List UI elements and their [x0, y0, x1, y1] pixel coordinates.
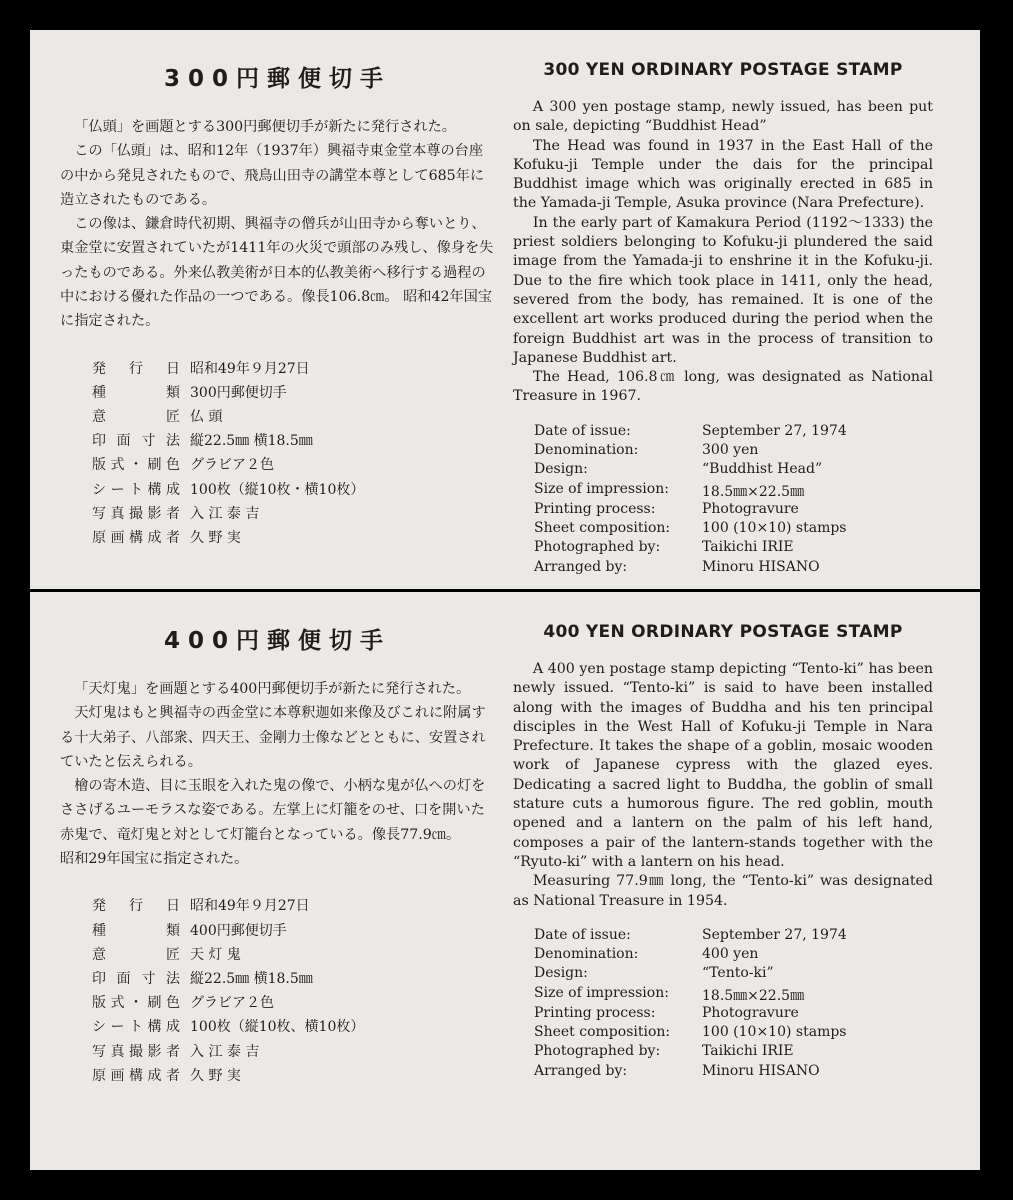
- spec-row: [92, 382, 364, 406]
- spec-value: September 27, 1974: [702, 926, 847, 943]
- japanese-spec-table: [92, 358, 364, 552]
- japanese-description: [60, 677, 495, 871]
- spec-value: Photogravure: [702, 1004, 799, 1021]
- spec-label: Sheet composition:: [534, 1024, 671, 1041]
- spec-row: [534, 1063, 847, 1082]
- spec-label: 意匠: [92, 409, 180, 426]
- spec-row: [92, 1065, 364, 1089]
- spec-row: [534, 423, 847, 442]
- spec-label: 意匠: [92, 946, 180, 963]
- spec-value: 300円郵便切手: [190, 384, 287, 401]
- japanese-title: 400円郵便切手: [163, 628, 391, 654]
- spec-label: 原画構成者: [92, 1067, 180, 1084]
- spec-label: 印面寸法: [92, 970, 180, 987]
- spec-label: Arranged by:: [534, 1062, 628, 1079]
- spec-value: 18.5㎜×22.5㎜: [702, 483, 805, 500]
- spec-label: Design:: [534, 461, 588, 478]
- spec-row: [92, 527, 364, 551]
- spec-value: 100 (10×10) stamps: [702, 519, 847, 536]
- spec-value: 100 (10×10) stamps: [702, 1024, 847, 1041]
- japanese-paragraph: 「天灯鬼」を画題とする400円郵便切手が新たに発行された。: [74, 681, 471, 697]
- spec-row: [534, 927, 847, 946]
- spec-value: September 27, 1974: [702, 422, 847, 439]
- spec-value: “Buddhist Head”: [702, 461, 823, 478]
- spec-value: Taikichi IRIE: [702, 1043, 794, 1060]
- spec-label: 発行日: [92, 898, 180, 915]
- spec-label: Sheet composition:: [534, 519, 671, 536]
- spec-label: Size of impression:: [534, 480, 669, 497]
- spec-row: [92, 1016, 364, 1040]
- english-spec-table: [534, 927, 847, 1082]
- stamp-sheet-400-yen: [30, 592, 980, 1170]
- spec-value: 昭和49年９月27日: [190, 360, 310, 377]
- spec-label: Design:: [534, 965, 588, 982]
- japanese-paragraph: この像は、鎌倉時代初期、興福寺の僧兵が山田寺から奪いとり、東金堂に安置されていたが1411年の火災で頭部のみ残し、像身を失ったものである。外来仏教美術が日本的仏教美術へ移行する過程の中における優れた作品の一つである。像長106.8㎝。 昭和42年国宝に指定された。: [60, 216, 494, 330]
- english-title: 400 YEN ORDINARY POSTAGE STAMP: [543, 622, 903, 642]
- japanese-description: [60, 115, 495, 334]
- spec-row: [92, 920, 364, 944]
- japanese-paragraph: 昭和29年国宝に指定された。: [60, 851, 249, 868]
- english-title: 300 YEN ORDINARY POSTAGE STAMP: [543, 60, 903, 80]
- english-description: [513, 660, 933, 911]
- spec-row: [534, 1005, 847, 1024]
- spec-row: [92, 1041, 364, 1065]
- spec-label: 種類: [92, 384, 180, 401]
- spec-label: Arranged by:: [534, 558, 628, 575]
- spec-row: [92, 992, 364, 1016]
- english-column: [513, 30, 933, 578]
- spec-value: 400円郵便切手: [190, 922, 287, 939]
- japanese-paragraph: 檜の寄木造、目に玉眼を入れた鬼の像で、小柄な鬼が仏への灯をささげるユーモラスな姿である。左掌上に灯籠をのせ、口を開いた赤鬼で、竜灯鬼と対として灯籠台となっている。像長77.9㎝。: [60, 778, 486, 843]
- spec-label: 写真撮影者: [92, 1043, 180, 1060]
- spec-label: 版式・刷色: [92, 457, 180, 474]
- stamp-sheet-300-yen: [30, 30, 980, 589]
- japanese-paragraph: 天灯鬼はもと興福寺の西金堂に本尊釈迦如来像及びこれに附属する十大弟子、八部衆、四天王、金剛力士像などとともに、安置されていたと伝えられる。: [60, 705, 486, 770]
- spec-row: [534, 985, 847, 1005]
- japanese-column: [60, 592, 495, 1089]
- japanese-column: [60, 30, 495, 551]
- spec-row: [534, 481, 847, 501]
- english-paragraph: The Head was found in 1937 in the East Hall of the Kofuku-ji Temple under the dais for the principal Buddhist image which was originally erected in 685 in the Yamada-ji Temple, Asuka province (Nara Prefecture).: [513, 137, 933, 212]
- english-paragraph: A 400 yen postage stamp depicting “Tento-ki” has been newly issued. “Tento-ki” is said to have been installed along with the images of Buddha and his ten principal disciples in the West Hall of Kofuku-ji Temple in Nara Prefecture. It takes the shape of a goblin, mosaic wooden work of Japanese cypress with the glazed eyes. Dedicating a sacred light to Buddha, the goblin of small stature cuts a humorous figure. The red goblin, mouth opened and a lantern on the palm of his left hand, composes a pair of the lantern-stands together with the “Ryuto-ki” with a lantern on his head.: [513, 661, 933, 870]
- english-paragraph: In the early part of Kamakura Period (1192～1333) the priest soldiers belonging to Kofuku-ji plundered the said image from the Yamada-ji to enshrine it in the Kofuku-ji. Due to the fire which took place in 1411, only the head, severed from the body, has remained. It is one of the excellent art works produced during the period when the foreign Buddhist art was in the process of transition to Japanese Buddhist art.: [513, 214, 933, 366]
- japanese-spec-table: [92, 895, 364, 1089]
- spec-row: [92, 895, 364, 919]
- japanese-paragraph: この「仏頭」は、昭和12年（1937年）興福寺東金堂本尊の台座の中から発見されたもので、飛鳥山田寺の講堂本尊として685年に造立されたものである。: [60, 143, 485, 208]
- spec-label: Photographed by:: [534, 1043, 661, 1060]
- english-paragraph: A 300 yen postage stamp, newly issued, has been put on sale, depicting “Buddhist Head”: [513, 99, 933, 135]
- spec-row: [534, 539, 847, 558]
- spec-value: 入 江 泰 吉: [190, 505, 260, 522]
- spec-row: [534, 946, 847, 965]
- spec-row: [534, 520, 847, 539]
- english-spec-table: [534, 423, 847, 578]
- spec-value: 400 yen: [702, 946, 759, 963]
- spec-value: グラビア２色: [190, 995, 274, 1012]
- spec-value: 仏 頭: [190, 409, 223, 426]
- spec-row: [534, 965, 847, 984]
- spec-row: [92, 454, 364, 478]
- english-paragraph: The Head, 106.8㎝ long, was designated as National Treasure in 1967.: [513, 369, 933, 405]
- spec-value: 18.5㎜×22.5㎜: [702, 987, 805, 1004]
- spec-label: Printing process:: [534, 500, 656, 517]
- spec-value: Minoru HISANO: [702, 558, 820, 575]
- spec-label: Date of issue:: [534, 422, 631, 439]
- spec-label: 種類: [92, 922, 180, 939]
- spec-row: [92, 358, 364, 382]
- spec-value: 久 野 実: [190, 1067, 241, 1084]
- spec-row: [92, 944, 364, 968]
- spec-label: シート構成: [92, 481, 180, 498]
- spec-label: Denomination:: [534, 442, 639, 459]
- spec-value: 天 灯 鬼: [190, 946, 241, 963]
- spec-value: グラビア２色: [190, 457, 274, 474]
- spec-row: [534, 442, 847, 461]
- spec-value: 縦22.5㎜ 横18.5㎜: [190, 433, 313, 450]
- spec-row: [92, 406, 364, 430]
- spec-label: 印面寸法: [92, 433, 180, 450]
- spec-value: 昭和49年９月27日: [190, 898, 310, 915]
- japanese-title: 300円郵便切手: [163, 66, 391, 92]
- spec-label: Size of impression:: [534, 984, 669, 1001]
- spec-row: [534, 559, 847, 578]
- spec-label: 写真撮影者: [92, 505, 180, 522]
- spec-value: 縦22.5㎜ 横18.5㎜: [190, 970, 313, 987]
- spec-row: [534, 1024, 847, 1043]
- spec-row: [92, 479, 364, 503]
- english-column: [513, 592, 933, 1082]
- spec-label: 原画構成者: [92, 529, 180, 546]
- spec-row: [92, 968, 364, 992]
- spec-label: 発行日: [92, 360, 180, 377]
- spec-value: 久 野 実: [190, 529, 241, 546]
- english-paragraph: Measuring 77.9㎜ long, the “Tento-ki” was designated as National Treasure in 1954.: [513, 873, 933, 909]
- spec-row: [534, 461, 847, 480]
- spec-label: Denomination:: [534, 946, 639, 963]
- spec-label: Date of issue:: [534, 926, 631, 943]
- spec-label: Printing process:: [534, 1004, 656, 1021]
- spec-label: シート構成: [92, 1019, 180, 1036]
- english-description: [513, 98, 933, 407]
- spec-value: 100枚（縦10枚、横10枚）: [190, 1019, 365, 1036]
- spec-value: 300 yen: [702, 442, 759, 459]
- spec-row: [534, 501, 847, 520]
- spec-label: Photographed by:: [534, 539, 661, 556]
- spec-value: 100枚（縦10枚・横10枚）: [190, 481, 365, 498]
- spec-row: [534, 1043, 847, 1062]
- spec-row: [92, 430, 364, 454]
- spec-value: Taikichi IRIE: [702, 539, 794, 556]
- spec-value: Photogravure: [702, 500, 799, 517]
- spec-row: [92, 503, 364, 527]
- japanese-paragraph: 「仏頭」を画題とする300円郵便切手が新たに発行された。: [74, 119, 456, 135]
- spec-value: Minoru HISANO: [702, 1062, 820, 1079]
- spec-value: 入 江 泰 吉: [190, 1043, 260, 1060]
- spec-label: 版式・刷色: [92, 995, 180, 1012]
- spec-value: “Tento-ki”: [702, 965, 774, 982]
